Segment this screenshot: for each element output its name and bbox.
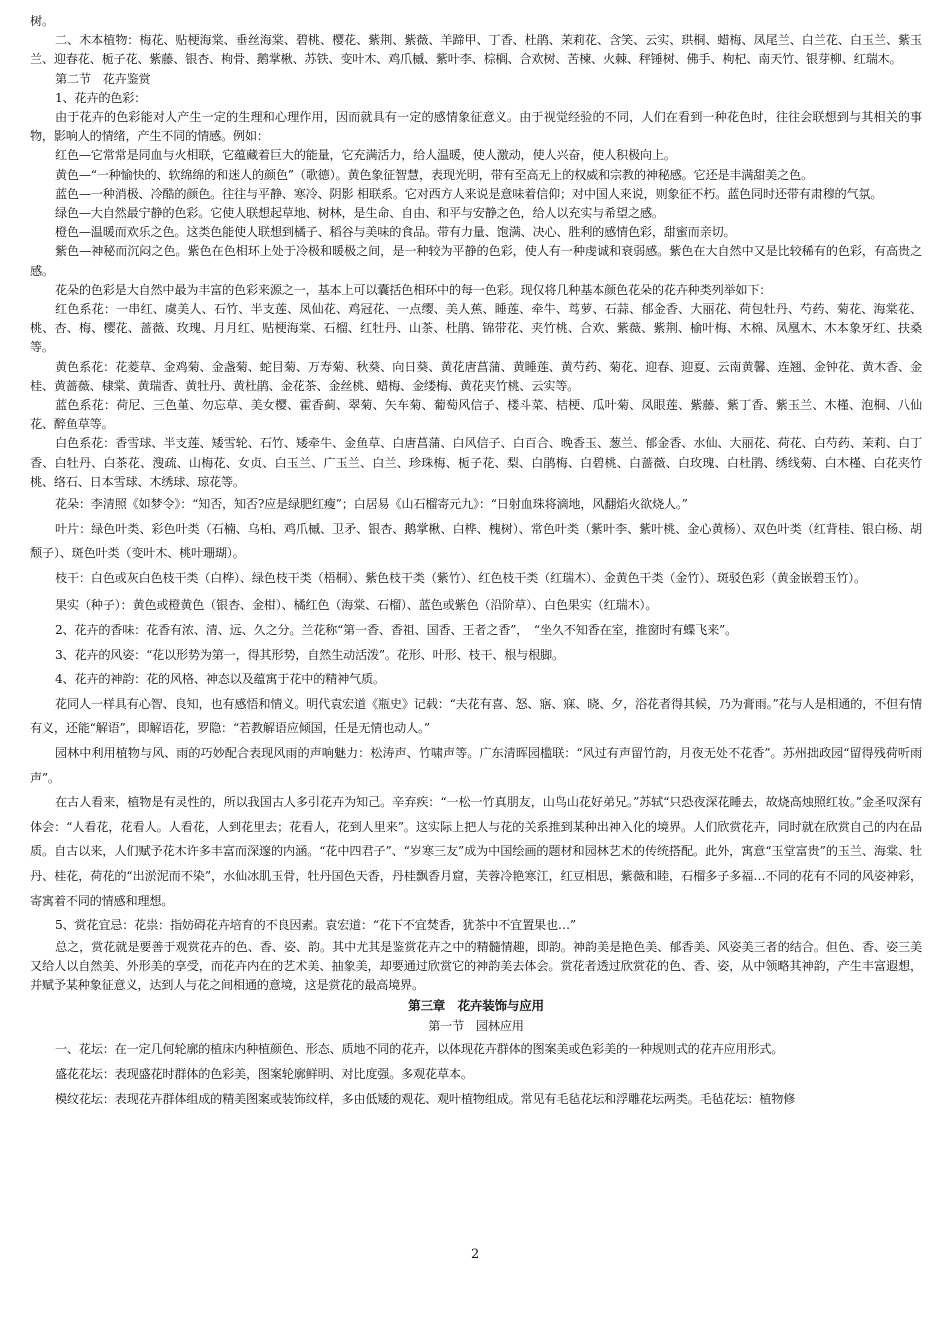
- paragraph: 蓝色—一种消极、冷酷的颜色。往往与平静、寒冷、阴影 相联系。它对西方人来说是意味着信仰；对中国人来说，则象征不朽。蓝色同时还带有肃穆的气氛。: [55, 186, 883, 201]
- paragraph: 树。: [30, 14, 54, 28]
- paragraph: 模纹花坛：表现花卉群体组成的精美图案或装饰纹样，多由低矮的观花、观叶植物组成。常见有毛毡花坛和浮雕花坛两类。毛毡花坛：植物修: [55, 1091, 796, 1106]
- section-title: 第一节 园林应用: [428, 1019, 524, 1034]
- chapter-title: 第三章 花卉装饰与应用: [408, 998, 544, 1014]
- section-flower-appreciation: [30, 12, 922, 995]
- paragraph: 第二节 花卉鉴赏: [55, 71, 151, 86]
- paragraph: 紫色—神秘而沉闷之色。紫色在色相环上处于冷极和暖极之间，是一种较为平静的色彩，使人有一种虔诚和衰弱感。紫色在大自然中又是比较稀有的色彩，有高贵之感。: [30, 244, 922, 278]
- paragraph: 二、木本植物：梅花、贴梗海棠、垂丝海棠、碧桃、樱花、紫荆、紫薇、羊蹄甲、丁香、杜鹃、茉莉花、含笑、云实、珙桐、蜡梅、凤尾兰、白兰花、白玉兰、紫玉兰、迎春花、栀子花、紫藤、银杏、枸骨、鹅掌楸、苏铁、变叶木、鸡爪槭、紫叶李、棕榈、合欢树、苦楝、火棘、秤锤树、佛手、枸杞、南天竹、银芽柳、红瑞木。: [30, 33, 922, 67]
- paragraph: 由于花卉的色彩能对人产生一定的生理和心理作用，因而就具有一定的感情象征意义。由于视觉经验的不同，人们在看到一种花色时，往往会联想到与其相关的事物，影响人的情绪，产生不同的情感。例如：: [30, 110, 922, 144]
- paragraph: 叶片：绿色叶类、彩色叶类（石楠、乌桕、鸡爪槭、卫矛、银杏、鹅掌楸、白桦、槐树）、常色叶类（紫叶李、紫叶桃、金心黄杨）、双色叶类（红背桂、银白杨、胡颓子）、斑色叶类（变叶木、桃叶珊瑚）。: [30, 521, 922, 561]
- paragraph: 2、花卉的香味：花香有浓、清、远、久之分。兰花称“第一香、香祖、国香、王者之香”， “坐久不知香在室，推窗时有蝶飞来”。: [55, 623, 737, 638]
- paragraph: 盛花花坛：表现盛花时群体的色彩美，图案轮廓鲜明、对比度强。多观花草本。: [55, 1066, 473, 1081]
- paragraph: 红色系花：一串红、虞美人、石竹、半支莲、凤仙花、鸡冠花、一点缨、美人蕉、睡莲、牵牛、茑萝、石蒜、郁金香、大丽花、荷包牡丹、芍药、菊花、海棠花、桃、杏、梅、樱花、蔷薇、玫瑰、月月红、贴梗海棠、石榴、红牡丹、山茶、杜鹃、锦带花、夹竹桃、合欢、紫薇、紫荆、榆叶梅、木棉、凤凰木、木本象牙红、扶桑等。: [30, 302, 922, 355]
- page-number: 2: [470, 1247, 480, 1262]
- paragraph: 橙色—温暖而欢乐之色。这类色能使人联想到橘子、稻谷与美味的食品。带有力量、饱满、决心、胜利的感情色彩，甜蜜而亲切。: [55, 225, 736, 240]
- paragraph: 白色系花：香雪球、半支莲、矮雪轮、石竹、矮牵牛、金鱼草、白唐菖蒲、白风信子、白百合、晚香玉、葱兰、郁金香、水仙、大丽花、荷花、白芍药、茉莉、白丁香、白牡丹、白茶花、溲疏、山梅花、女贞、白玉兰、广玉兰、白兰、珍珠梅、栀子花、梨、白鹃梅、白碧桃、白蔷薇、白玫瑰、白杜鹃、绣线菊、白木槿、白花夹竹桃、络石、日本雪球、木绣球、琼花等。: [30, 436, 922, 489]
- paragraph: 园林中利用植物与风、雨的巧妙配合表现风雨的声响魅力：松涛声、竹啸声等。广东清晖园槛联：“风过有声留竹韵，月夜无处不花香”。苏州拙政园“留得残荷听雨声”。: [30, 746, 922, 785]
- paragraph: 枝干：白色或灰白色枝干类（白桦）、绿色枝干类（梧桐）、紫色枝干类（紫竹）、红色枝干类（红瑞木）、金黄色干类（金竹）、斑驳色彩（黄金嵌碧玉竹）。: [55, 570, 866, 585]
- paragraph: 一、花坛：在一定几何轮廓的植床内种植颜色、形态、质地不同的花卉，以体现花卉群体的图案美或色彩美的一种规则式的花卉应用形式。: [55, 1042, 784, 1057]
- section-garden-application: [30, 1037, 922, 1111]
- paragraph: 5、赏花宜忌：花祟：指妨碍花卉培育的不良因素。袁宏道：“花下不宜焚香，犹茶中不宜置果也…”: [55, 918, 576, 933]
- paragraph: 1、花卉的色彩：: [55, 90, 147, 105]
- paragraph: 总之，赏花就是要善于观赏花卉的色、香、姿、韵。其中尤其是鉴赏花卉之中的精髓情趣，即韵。神韵美是艳色美、郁香美、风姿美三者的结合。但色、香、姿三美又给人以自然美、外形美的享受，而花卉内在的艺术美、抽象美，却要通过欣赏它的神韵美去体会。赏花者透过欣赏花的色、香、姿，从中领略其神韵，产生丰富遐想，并赋予某种象征意义，达到人与花之间相通的意境，这是赏花的最高境界。: [30, 939, 922, 993]
- document-body: [30, 12, 922, 1111]
- paragraph: 果实（种子）：黄色或橙黄色（银杏、金柑）、橘红色（海棠、石榴）、蓝色或紫色（沿阶草）、白色果实（红瑞木）。: [55, 598, 658, 613]
- paragraph: 蓝色系花：荷尼、三色堇、勿忘草、美女樱、霍香蓟、翠菊、矢车菊、葡萄风信子、楼斗菜、桔梗、瓜叶菊、凤眼莲、紫藤、紫丁香、紫玉兰、木槿、泡桐、八仙花、醉鱼草等。: [30, 398, 922, 432]
- paragraph: 花同人一样具有心智、良知，也有感悟和情义。明代袁宏道《瓶史》记载：“夫花有喜、怒、寤、寐、晓、夕，浴花者得其候，乃为膏雨。”花与人是相通的，不但有情有义，还能“解语”，即解语花，罗隐：“若教解语应倾国，任是无情也动人。”: [30, 696, 922, 736]
- paragraph: 3、花卉的风姿：“花以形势为第一，得其形势，自然生动活泼”。花形、叶形、枝干、根与根脚。: [55, 647, 564, 662]
- paragraph: 花朵的色彩是大自然中最为丰富的色彩来源之一，基本上可以囊括色相环中的每一色彩。现仅将几种基本颜色花朵的花卉种类列举如下：: [55, 282, 772, 297]
- paragraph: 花朵：李清照《如梦令》：“知否，知否?应是绿肥红瘦”；白居易《山石榴寄元九》：“日射血珠将滴地，风翻焰火欲烧人。”: [55, 497, 688, 512]
- paragraph: 在古人看来，植物是有灵性的，所以我国古人多引花卉为知己。辛弃疾：“一松一竹真朋友，山鸟山花好弟兄。”苏轼“只恐夜深花睡去，故烧高烛照红妆。”金圣叹深有体会：“人看花，花看人。人看花，人到花里去；花看人，花到人里来”。这实际上把人与花的关系推到某种出神入化的境界。人们欣赏花卉，同时就在欣赏自己的内在品质。自古以来，人们赋予花木许多丰富而深邃的内涵。“花中四君子”、“岁寒三友”成为中国绘画的题材和园林艺术的传统搭配。此外，寓意“玉堂富贵”的玉兰、海棠、牡丹、桂花，荷花的“出淤泥而不染”，水仙冰肌玉骨，牡丹国色天香，丹桂飘香月窟，芙蓉冷艳寒江，红豆相思，紫薇和睦，石榴多子多福…不同的花有不同的风姿神彩，寄寓着不同的情感和理想。: [30, 795, 922, 908]
- paragraph: 4、花卉的神韵：花的风格、神态以及蕴寓于花中的精神气质。: [55, 672, 385, 687]
- paragraph: 绿色—大自然最宁静的色彩。它使人联想起草地、树林，是生命、自由、和平与安静之色，给人以充实与希望之感。: [55, 206, 664, 221]
- paragraph: 黄色系花：花菱草、金鸡菊、金盏菊、蛇目菊、万寿菊、秋葵、向日葵、黄花唐菖蒲、黄睡莲、黄芍药、菊花、迎春、迎夏、云南黄馨、连翘、金钟花、黄木香、金桂、黄蔷薇、棣棠、黄瑞香、黄牡丹、黄杜鹃、金花茶、金丝桃、蜡梅、金缕梅、黄花夹竹桃、云实等。: [30, 359, 922, 393]
- paragraph: 红色—它常常是同血与火相联，它蕴藏着巨大的能量，它充满活力，给人温暖，使人激动，使人兴奋，使人积极向上。: [55, 148, 676, 163]
- paragraph: 黄色—“一种愉快的、软绵绵的和迷人的颜色”（歌德）。黄色象征智慧，表现光明，带有至高无上的权威和宗教的神秘感。它还是丰满甜美之色。: [55, 167, 813, 182]
